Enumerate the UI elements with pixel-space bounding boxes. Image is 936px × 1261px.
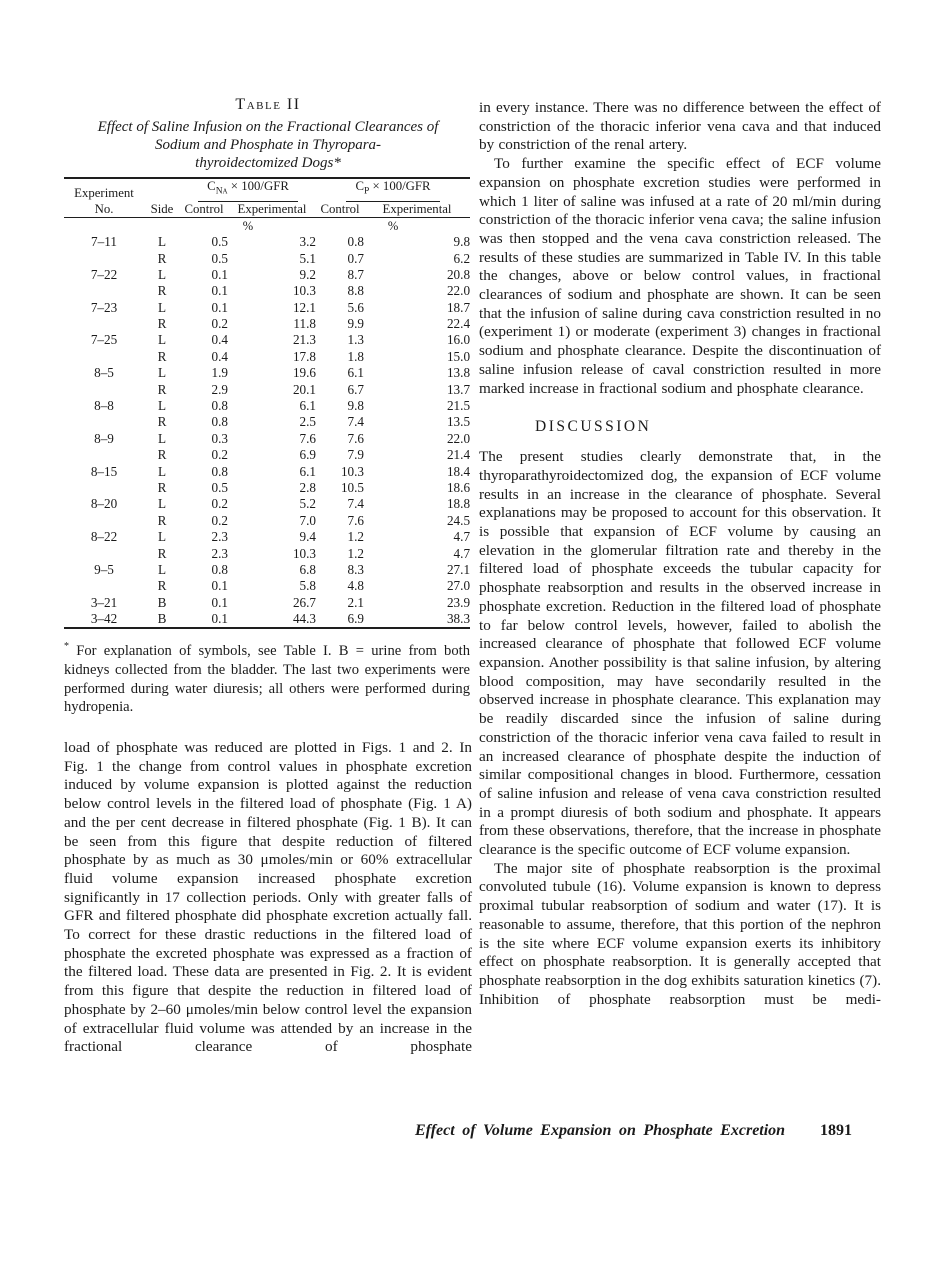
table-cell: R <box>157 578 167 594</box>
table-cell: 0.1 <box>211 578 228 594</box>
table-cell: 0.1 <box>211 299 228 315</box>
table-cell: 2.1 <box>347 594 365 610</box>
table-cell: 22.0 <box>446 283 471 299</box>
left-column <box>64 97 472 1057</box>
footnote-text: For explanation of symbols, see Table I. B = urine from both kidneys collected from the bladder. The last two experiments were performed during water diuresis; all others were performed during hydropenia. <box>64 643 470 716</box>
table-row <box>64 398 470 414</box>
table-row <box>64 316 470 332</box>
table-header <box>64 178 470 217</box>
table-cell: R <box>157 381 167 397</box>
table-row <box>64 611 470 628</box>
right-column <box>479 99 881 1009</box>
table-cell: 2.5 <box>299 414 317 430</box>
table-cell: L <box>157 529 167 545</box>
clearance-table <box>64 177 470 629</box>
table-cell: 9–5 <box>94 561 114 577</box>
table-cell: 0.1 <box>211 594 228 610</box>
discussion-heading: DISCUSSION <box>535 418 652 436</box>
table-cell: 7–11 <box>91 234 117 250</box>
table-row <box>64 300 470 316</box>
header-cp-group: $C_P \times 100/GFR$ <box>316 178 470 202</box>
table-cell: 2.3 <box>211 529 228 545</box>
table-cell: 44.3 <box>292 611 317 627</box>
table-cell: 7.6 <box>347 512 365 528</box>
table-cell: L <box>157 496 167 512</box>
table-cell: 8.8 <box>347 283 365 299</box>
table-cell: R <box>157 348 167 364</box>
table-cell: R <box>157 283 167 299</box>
table-cell: 6.7 <box>347 381 365 397</box>
table-cell: 7.9 <box>347 447 365 463</box>
table-footnote <box>64 638 470 717</box>
table-cell <box>64 381 144 397</box>
table-cell <box>64 578 144 594</box>
table-cell: R <box>157 414 167 430</box>
table-cell: R <box>157 447 167 463</box>
table-row <box>64 595 470 611</box>
table-cell: 21.5 <box>446 398 471 414</box>
table-row <box>64 513 470 529</box>
table-cell: 8–22 <box>90 529 118 545</box>
table-row <box>64 431 470 447</box>
table-cell: 10.5 <box>340 479 365 495</box>
footnote-marker: * <box>64 641 69 653</box>
table-cell: 0.8 <box>347 234 365 250</box>
table-cell: 8–5 <box>94 365 114 381</box>
header-experiment-no: Experiment No. <box>74 185 134 216</box>
table-cell <box>64 513 144 529</box>
table-cell: 2.8 <box>299 479 317 495</box>
table-cell <box>64 480 144 496</box>
table-cell: 18.8 <box>446 496 471 512</box>
table-row <box>64 349 470 365</box>
table-cell: 7.4 <box>347 414 365 430</box>
running-title: Effect of Volume Expansion on Phosphate Excretion <box>415 1122 786 1139</box>
table-cell: 7.6 <box>347 430 365 446</box>
table-cell: 6.9 <box>347 611 365 627</box>
table-cell: 9.4 <box>299 529 317 545</box>
table-cell <box>64 545 144 561</box>
table-row <box>64 365 470 381</box>
table-row <box>64 562 470 578</box>
table-cell: R <box>157 316 167 332</box>
table-cell: 18.6 <box>446 479 471 495</box>
right-paragraph-2: To further examine the specific effect of ECF volume expansion on phosphate excretion studies were performed in which 1 liter of saline was infused at a rate of 20 ml/min during constriction of the thoracic inferior vena cava; the saline infusion was then stopped and the vena cava constriction released. The results of these studies are summarized in Table IV. In this table the changes, above or below control values, in fractional clearances of sodium and phosphate are shown. It can be seen that the infusion of saline during cava constriction resulted in no (experiment 1) or moderate (experiment 3) changes in fractional sodium and phosphate clearance. Despite the discontinuation of saline infusion release of caval constriction resulted in more marked increase in fractional sodium and phosphate clearance. <box>479 155 881 397</box>
table-row <box>64 447 470 463</box>
table-cell: 0.4 <box>211 348 228 364</box>
table-cell: 38.3 <box>446 611 471 627</box>
table-cell: 1.3 <box>347 332 365 348</box>
table-cell: R <box>157 512 167 528</box>
table-cell: 20.1 <box>292 381 317 397</box>
left-body-paragraph: load of phosphate was reduced are plotted in Figs. 1 and 2. In Fig. 1 the change from control values in phosphate excretion induced by volume expansion is plotted against the reduction below control levels in the filtered load of phosphate (Fig. 1 A) and the per cent decrease in filtered phosphate (Fig. 1 B). It can be seen from this figure that despite reduction of filtered phosphate by as much as 30 μmoles/min or 60% extracellular fluid volume expansion increased phosphate excretion significantly in 17 collection periods. Only with greater falls of GFR and filtered phosphate did phosphate excretion actually fall. To correct for these drastic reductions in the filtered load of phosphate the excreted phosphate was expressed as a fraction of the filtered load. These data are presented in Fig. 2. It is evident from this figure that despite the reduction in filtered load of phosphate by 2–60 μmoles/min below control level the expansion of extracellular fluid volume was attended by an increase in the fractional clearance of phosphate <box>64 738 472 1056</box>
table-cell: 6.2 <box>453 250 471 266</box>
table-caption-line: thyroidectomized Dogs* <box>195 155 341 171</box>
table-cell: 0.2 <box>211 496 228 512</box>
table-cell: 7.0 <box>299 512 317 528</box>
table-cell: 6.1 <box>299 463 317 479</box>
table-cell: L <box>157 430 167 446</box>
table-cell: 2.9 <box>211 381 228 397</box>
table-cell: L <box>157 398 167 414</box>
table-caption-line: Effect of Saline Infusion on the Fractional Clearances of <box>97 119 439 135</box>
table-cell <box>64 250 144 266</box>
table-cell: 4.7 <box>453 545 471 561</box>
header-control-1: Control <box>184 201 224 216</box>
table-cell: 0.1 <box>211 283 228 299</box>
table-cell: 27.1 <box>446 561 471 577</box>
table-cell: 7.4 <box>347 496 365 512</box>
table-cell: 3.2 <box>299 234 317 250</box>
table-cell: 8.3 <box>347 561 365 577</box>
table-cell: 1.2 <box>347 545 365 561</box>
table-cell: 0.7 <box>347 250 365 266</box>
table-row <box>64 496 470 512</box>
table-cell: 18.7 <box>446 299 471 315</box>
table-caption-line: Sodium and Phosphate in Thyropara- <box>154 137 382 153</box>
table-row <box>64 267 470 283</box>
table-cell: 4.8 <box>347 578 365 594</box>
header-experimental-2: Experimental <box>382 201 452 216</box>
table-row <box>64 414 470 430</box>
table-cell: L <box>157 332 167 348</box>
table-cell: 5.6 <box>347 299 365 315</box>
table-cell: 0.8 <box>211 414 228 430</box>
table-cell: 9.2 <box>299 266 317 282</box>
table-cell: 0.2 <box>211 316 228 332</box>
table-row <box>64 234 470 250</box>
table-cell: 8–15 <box>90 463 118 479</box>
unit-row <box>64 217 470 234</box>
header-side: Side <box>150 201 174 216</box>
table-cell: 9.8 <box>453 234 471 250</box>
table-cell: 10.3 <box>292 283 317 299</box>
table-row <box>64 283 470 299</box>
table-caption <box>64 118 472 172</box>
table-cell: B <box>157 611 167 627</box>
table-cell: 7–23 <box>90 299 118 315</box>
table-cell: 0.4 <box>211 332 228 348</box>
table-cell: 0.1 <box>211 611 228 627</box>
table-cell: 15.0 <box>446 348 471 364</box>
table-cell: 0.8 <box>211 561 228 577</box>
table-cell: 19.6 <box>292 365 317 381</box>
table-row <box>64 545 470 561</box>
table-cell: 13.5 <box>446 414 471 430</box>
table-cell: 23.9 <box>446 594 471 610</box>
table-cell: 1.2 <box>347 529 365 545</box>
table-cell: 0.5 <box>211 250 228 266</box>
table-cell: 5.2 <box>299 496 317 512</box>
header-control-2: Control <box>320 201 360 216</box>
table-cell: 12.1 <box>292 299 317 315</box>
table-cell: 22.0 <box>446 430 471 446</box>
table-cell: 21.3 <box>292 332 317 348</box>
header-cna-group: $C_{Na} \times 100/GFR$ <box>180 178 316 202</box>
table-cell: L <box>157 266 167 282</box>
table-row <box>64 332 470 348</box>
table-cell: 7.6 <box>299 430 317 446</box>
table-cell: 18.4 <box>446 463 471 479</box>
table-cell: 17.8 <box>292 348 317 364</box>
table-cell: 9.8 <box>347 398 365 414</box>
table-label: Table II <box>235 96 301 113</box>
table-cell: 6.9 <box>299 447 317 463</box>
table-cell: 16.0 <box>446 332 471 348</box>
table-row <box>64 529 470 545</box>
table-cell: 3–21 <box>90 594 118 610</box>
table-cell: 20.8 <box>446 266 471 282</box>
table-cell: 0.8 <box>211 463 228 479</box>
unit-percent-1: % <box>242 218 254 233</box>
table-cell: 26.7 <box>292 594 317 610</box>
table-cell: 7–22 <box>90 266 118 282</box>
table-cell: 0.3 <box>211 430 228 446</box>
table-cell: 1.8 <box>347 348 365 364</box>
table-cell: R <box>157 250 167 266</box>
table-cell: 2.3 <box>211 545 228 561</box>
table-row <box>64 480 470 496</box>
table-cell: B <box>157 594 167 610</box>
right-paragraph-1: in every instance. There was no difference between the effect of constriction of the thoracic inferior vena cava and that induced by constriction of the renal artery. <box>479 99 881 154</box>
table-cell: 10.3 <box>292 545 317 561</box>
table-cell: 6.8 <box>299 561 317 577</box>
table-cell: L <box>157 299 167 315</box>
table-row <box>64 578 470 594</box>
table-cell: R <box>157 479 167 495</box>
table-cell <box>64 316 144 332</box>
table-cell: 11.8 <box>293 316 317 332</box>
table-cell: 3–42 <box>90 611 118 627</box>
right-paragraph-4: The major site of phosphate reabsorption is the proximal convoluted tubule (16). Volume expansion is known to depress proximal tubular reabsorption of sodium and water (17). It is reasonable to assume, therefore, that this portion of the nephron is the site where ECF volume expansion exerts its inhibitory effect on phosphate reabsorption. It is generally accepted that phosphate reabsorption in the dog exhibits saturation kinetics (7). Inhibition of phosphate reabsorption must be medi- <box>479 859 881 1008</box>
page-number: 1891 <box>820 1122 852 1139</box>
table-cell: 8–9 <box>94 430 114 446</box>
table-cell: 5.1 <box>299 250 317 266</box>
table-cell: 4.7 <box>453 529 471 545</box>
table-cell: 6.1 <box>299 398 317 414</box>
table-row <box>64 463 470 479</box>
right-paragraph-3: The present studies clearly demonstrate that, in the thyroparathyroidectomized dog, the expansion of ECF volume results in an increase in the clearance of phosphate. Several explanations may be proposed to account for this observation. It is possible that expansion of ECF volume by causing an elevation in the glomerular filtration rate and thereby in the filtered load of phosphate exceeds the tubular capacity for phosphate reabsorption and results in the observed increase in phosphate excretion. Reduction in the filtered load of phosphate to far below control levels, however, failed to abolish the increased clearance of phosphate that followed ECF volume expansion. Another possibility is that saline infusion, by altering blood composition, may have secondarily resulted in the observed increase in phosphate clearance. This explanation may be readily discarded since the infusion of saline during constriction of the thoracic inferior vena cava failed to result in an increased clearance of phosphate despite the induction of similar compositional changes in blood. Furthermore, cessation of saline infusion and release of vena cava constriction resulted in a prompt diuresis of both sodium and phosphate. It appears from these observations, therefore, that the increase in phosphate clearance is the specific outcome of ECF volume expansion. <box>479 448 881 859</box>
table-cell: 8–20 <box>90 496 118 512</box>
table-cell: L <box>157 234 167 250</box>
unit-percent-2: % <box>387 218 399 233</box>
table-cell: 6.1 <box>347 365 365 381</box>
table-cell: 24.5 <box>446 512 471 528</box>
table-cell: 21.4 <box>446 447 471 463</box>
table-cell: 1.9 <box>211 365 228 381</box>
table-cell: R <box>157 545 167 561</box>
table-cell: 0.5 <box>211 234 228 250</box>
table-cell: 13.7 <box>446 381 471 397</box>
table-cell: 0.2 <box>211 512 228 528</box>
table-cell: L <box>157 463 167 479</box>
table-cell: 5.8 <box>299 578 317 594</box>
table-cell: 10.3 <box>340 463 365 479</box>
table-cell: 13.8 <box>446 365 471 381</box>
table-cell: 0.2 <box>211 447 228 463</box>
table-cell: 0.8 <box>211 398 228 414</box>
table-cell: 0.5 <box>211 479 228 495</box>
header-experimental-1: Experimental <box>237 201 307 216</box>
table-row <box>64 250 470 266</box>
table-cell: L <box>157 365 167 381</box>
table-cell <box>64 414 144 430</box>
table-cell: 9.9 <box>347 316 365 332</box>
table-body <box>64 217 470 628</box>
table-cell: 8–8 <box>94 398 114 414</box>
table-cell: 0.1 <box>211 266 228 282</box>
table-cell: 22.4 <box>446 316 471 332</box>
table-cell <box>64 447 144 463</box>
table-cell: 7–25 <box>90 332 118 348</box>
table-cell <box>64 349 144 365</box>
table-cell: 8.7 <box>347 266 365 282</box>
table-cell: 27.0 <box>446 578 471 594</box>
table-row <box>64 381 470 397</box>
table-cell: L <box>157 561 167 577</box>
table-cell <box>64 283 144 299</box>
